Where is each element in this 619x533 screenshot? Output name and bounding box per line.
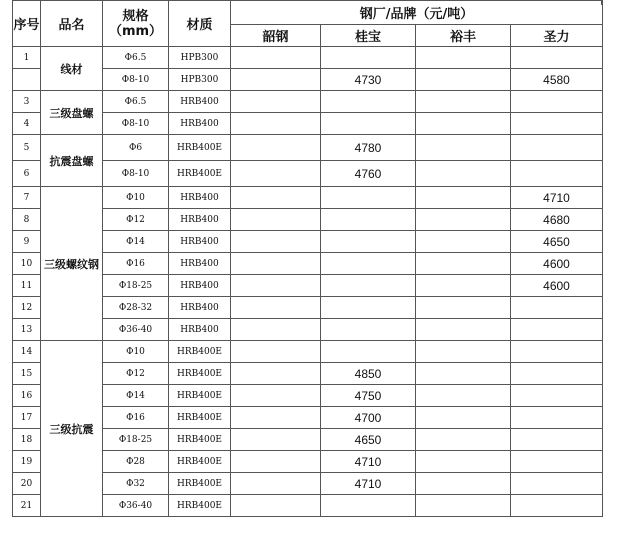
price-cell-yufeng — [416, 341, 511, 363]
price-cell-shaogang — [231, 495, 321, 517]
price-cell-shaogang — [231, 91, 321, 113]
material-cell: HRB400 — [169, 231, 231, 253]
price-cell-shengli: 4680 — [511, 209, 603, 231]
price-cell-yufeng — [416, 231, 511, 253]
material-cell: HPB300 — [169, 69, 231, 91]
price-cell-yufeng — [416, 69, 511, 91]
price-cell-guibao — [321, 231, 416, 253]
material-cell: HRB400E — [169, 451, 231, 473]
price-cell-yufeng — [416, 385, 511, 407]
table-row — [13, 341, 603, 363]
price-cell-shaogang — [231, 275, 321, 297]
material-cell: HRB400E — [169, 407, 231, 429]
material-cell: HRB400E — [169, 135, 231, 161]
price-cell-shaogang — [231, 341, 321, 363]
price-cell-guibao: 4750 — [321, 385, 416, 407]
price-cell-shaogang — [231, 297, 321, 319]
price-cell-yufeng — [416, 113, 511, 135]
price-cell-shaogang — [231, 231, 321, 253]
price-cell-guibao — [321, 495, 416, 517]
price-cell-shengli — [511, 135, 603, 161]
price-cell-guibao: 4710 — [321, 473, 416, 495]
table-body — [13, 47, 603, 517]
price-cell-guibao: 4850 — [321, 363, 416, 385]
price-cell-shengli — [511, 451, 603, 473]
price-cell-yufeng — [416, 209, 511, 231]
spec-cell: Φ16 — [103, 407, 169, 429]
price-cell-guibao — [321, 253, 416, 275]
material-cell: HRB400E — [169, 495, 231, 517]
spec-cell: Φ6.5 — [103, 91, 169, 113]
row-number: 19 — [13, 451, 41, 473]
spec-cell: Φ14 — [103, 385, 169, 407]
spec-cell: Φ18-25 — [103, 429, 169, 451]
material-cell: HRB400E — [169, 473, 231, 495]
price-cell-yufeng — [416, 297, 511, 319]
price-cell-shengli: 4710 — [511, 187, 603, 209]
product-name: 三级抗震 — [41, 341, 103, 517]
spec-cell: Φ6 — [103, 135, 169, 161]
price-cell-shengli — [511, 407, 603, 429]
material-cell: HRB400E — [169, 429, 231, 451]
material-cell: HRB400 — [169, 275, 231, 297]
header-no: 序号 — [13, 1, 41, 47]
product-name: 抗震盘螺 — [41, 135, 103, 187]
spec-cell: Φ10 — [103, 341, 169, 363]
product-name: 三级螺纹钢 — [41, 187, 103, 341]
price-cell-shengli — [511, 385, 603, 407]
row-number: 11 — [13, 275, 41, 297]
row-number: 7 — [13, 187, 41, 209]
table-row — [13, 47, 603, 69]
material-cell: HRB400 — [169, 297, 231, 319]
price-cell-guibao — [321, 187, 416, 209]
price-cell-shaogang — [231, 319, 321, 341]
row-number: 3 — [13, 91, 41, 113]
header-brand-shaogang: 韶钢 — [231, 25, 321, 47]
price-cell-shengli: 4650 — [511, 231, 603, 253]
row-number: 20 — [13, 473, 41, 495]
row-number: 17 — [13, 407, 41, 429]
material-cell: HRB400 — [169, 187, 231, 209]
price-cell-guibao — [321, 113, 416, 135]
material-cell: HRB400E — [169, 363, 231, 385]
row-number: 9 — [13, 231, 41, 253]
header-material: 材质 — [169, 1, 231, 47]
product-name: 线材 — [41, 47, 103, 91]
price-cell-shengli — [511, 319, 603, 341]
price-cell-guibao — [321, 47, 416, 69]
row-number: 4 — [13, 113, 41, 135]
price-cell-shaogang — [231, 429, 321, 451]
price-cell-guibao — [321, 297, 416, 319]
price-cell-shengli — [511, 363, 603, 385]
price-cell-shaogang — [231, 113, 321, 135]
header-brand-shengli: 圣力 — [511, 25, 603, 47]
row-number: 15 — [13, 363, 41, 385]
price-cell-shaogang — [231, 473, 321, 495]
header-brand-group: 钢厂/品牌（元/吨） — [231, 1, 603, 25]
price-cell-shengli — [511, 47, 603, 69]
steel-price-table — [12, 0, 603, 517]
spec-cell: Φ10 — [103, 187, 169, 209]
spec-cell: Φ28 — [103, 451, 169, 473]
price-cell-yufeng — [416, 473, 511, 495]
table-row — [13, 91, 603, 113]
spec-cell: Φ36-40 — [103, 495, 169, 517]
row-number: 1 — [13, 47, 41, 69]
price-cell-guibao: 4780 — [321, 135, 416, 161]
price-cell-guibao — [321, 209, 416, 231]
price-cell-yufeng — [416, 407, 511, 429]
row-number: 16 — [13, 385, 41, 407]
price-cell-shaogang — [231, 209, 321, 231]
price-cell-shaogang — [231, 407, 321, 429]
price-cell-yufeng — [416, 275, 511, 297]
spec-cell: Φ18-25 — [103, 275, 169, 297]
spec-cell: Φ8-10 — [103, 69, 169, 91]
price-cell-shengli — [511, 341, 603, 363]
price-cell-guibao: 4730 — [321, 69, 416, 91]
table-row — [13, 187, 603, 209]
material-cell: HRB400 — [169, 113, 231, 135]
price-cell-shaogang — [231, 161, 321, 187]
row-number: 13 — [13, 319, 41, 341]
spec-cell: Φ36-40 — [103, 319, 169, 341]
price-cell-shaogang — [231, 385, 321, 407]
price-cell-yufeng — [416, 187, 511, 209]
price-cell-guibao — [321, 91, 416, 113]
material-cell: HRB400 — [169, 253, 231, 275]
price-cell-shengli: 4600 — [511, 253, 603, 275]
material-cell: HRB400 — [169, 91, 231, 113]
price-cell-shaogang — [231, 187, 321, 209]
price-cell-guibao — [321, 319, 416, 341]
material-cell: HRB400 — [169, 319, 231, 341]
price-cell-yufeng — [416, 135, 511, 161]
price-cell-guibao: 4650 — [321, 429, 416, 451]
header-brand-guibao: 桂宝 — [321, 25, 416, 47]
product-name: 三级盘螺 — [41, 91, 103, 135]
row-number: 6 — [13, 161, 41, 187]
price-cell-shengli: 4580 — [511, 69, 603, 91]
row-number: 5 — [13, 135, 41, 161]
spec-cell: Φ14 — [103, 231, 169, 253]
price-cell-yufeng — [416, 495, 511, 517]
price-cell-guibao — [321, 275, 416, 297]
material-cell: HRB400E — [169, 341, 231, 363]
spec-cell: Φ32 — [103, 473, 169, 495]
price-cell-shengli — [511, 495, 603, 517]
row-number: 18 — [13, 429, 41, 451]
price-cell-shengli — [511, 113, 603, 135]
price-cell-yufeng — [416, 451, 511, 473]
price-cell-shengli: 4600 — [511, 275, 603, 297]
price-cell-shengli — [511, 91, 603, 113]
row-number: 14 — [13, 341, 41, 363]
material-cell: HRB400E — [169, 161, 231, 187]
price-cell-yufeng — [416, 429, 511, 451]
row-number — [13, 69, 41, 91]
price-cell-shaogang — [231, 69, 321, 91]
table-row — [13, 135, 603, 161]
price-cell-shengli — [511, 297, 603, 319]
price-cell-guibao: 4710 — [321, 451, 416, 473]
header-row-1 — [13, 1, 603, 25]
header-brand-yufeng: 裕丰 — [416, 25, 511, 47]
price-cell-yufeng — [416, 161, 511, 187]
spec-cell: Φ6.5 — [103, 47, 169, 69]
price-cell-yufeng — [416, 363, 511, 385]
price-cell-shaogang — [231, 363, 321, 385]
spec-cell: Φ8-10 — [103, 113, 169, 135]
row-number: 10 — [13, 253, 41, 275]
material-cell: HPB300 — [169, 47, 231, 69]
row-number: 12 — [13, 297, 41, 319]
price-cell-shengli — [511, 473, 603, 495]
price-cell-yufeng — [416, 91, 511, 113]
price-cell-yufeng — [416, 319, 511, 341]
spec-cell: Φ12 — [103, 209, 169, 231]
material-cell: HRB400E — [169, 385, 231, 407]
spec-cell: Φ12 — [103, 363, 169, 385]
material-cell: HRB400 — [169, 209, 231, 231]
row-number: 21 — [13, 495, 41, 517]
price-cell-guibao: 4760 — [321, 161, 416, 187]
price-cell-shaogang — [231, 47, 321, 69]
header-spec: 规格 （mm） — [103, 1, 169, 47]
spec-cell: Φ8-10 — [103, 161, 169, 187]
price-cell-shaogang — [231, 135, 321, 161]
price-cell-guibao — [321, 341, 416, 363]
header-name: 品名 — [41, 1, 103, 47]
price-cell-shengli — [511, 161, 603, 187]
price-cell-guibao: 4700 — [321, 407, 416, 429]
row-number: 8 — [13, 209, 41, 231]
price-cell-shaogang — [231, 253, 321, 275]
price-cell-yufeng — [416, 47, 511, 69]
price-cell-shengli — [511, 429, 603, 451]
price-cell-yufeng — [416, 253, 511, 275]
price-cell-shaogang — [231, 451, 321, 473]
spec-cell: Φ16 — [103, 253, 169, 275]
spec-cell: Φ28-32 — [103, 297, 169, 319]
